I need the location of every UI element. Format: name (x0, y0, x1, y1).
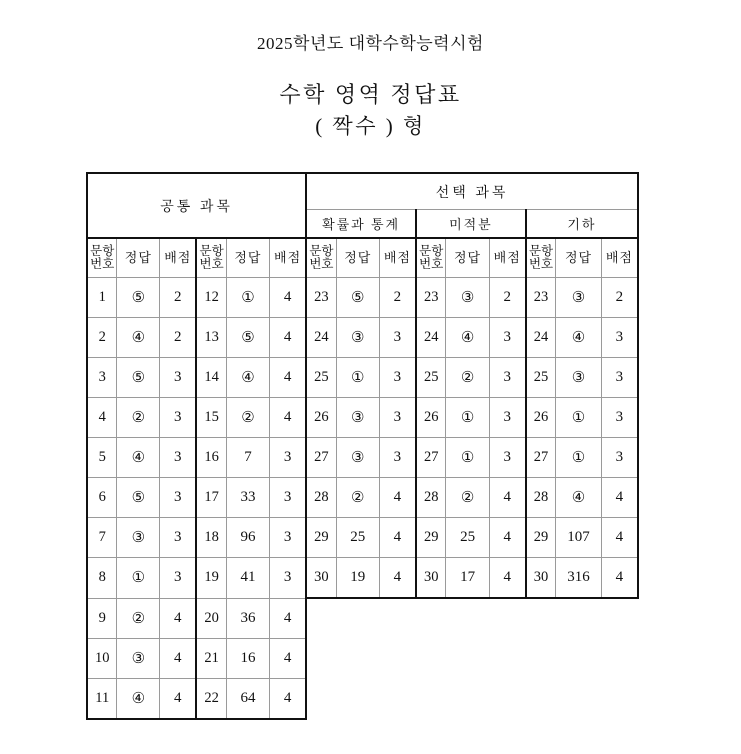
cell-question-number: 12 (196, 278, 226, 318)
empty-cell (556, 638, 601, 678)
cell-points: 3 (601, 438, 638, 478)
cell-answer: ④ (556, 318, 601, 358)
empty-cell (489, 598, 526, 638)
cell-answer: ④ (117, 318, 160, 358)
empty-cell (446, 598, 489, 638)
col-header-answer-0: 정답 (117, 238, 160, 278)
cell-answer: ② (336, 478, 379, 518)
cell-answer: ⑤ (117, 358, 160, 398)
empty-cell (489, 678, 526, 719)
group-header-common: 공통 과목 (87, 173, 306, 238)
cell-answer: 36 (226, 598, 269, 638)
empty-cell (306, 638, 336, 678)
cell-question-number: 17 (196, 478, 226, 518)
col-header-answer-4: 정답 (556, 238, 601, 278)
cell-answer: 19 (336, 558, 379, 599)
cell-answer: ⑤ (336, 278, 379, 318)
col-header-number-line2: 번호 (528, 257, 554, 271)
cell-points: 4 (489, 558, 526, 599)
cell-question-number: 28 (306, 478, 336, 518)
cell-points: 4 (601, 558, 638, 599)
cell-answer: ③ (336, 438, 379, 478)
cell-answer: 7 (226, 438, 269, 478)
cell-question-number: 10 (87, 638, 117, 678)
cell-points: 4 (270, 318, 307, 358)
empty-cell (526, 678, 556, 719)
cell-answer: ② (446, 358, 489, 398)
table-row (87, 478, 638, 518)
table-row (87, 678, 638, 719)
cell-answer: 64 (226, 678, 269, 719)
empty-cell (556, 598, 601, 638)
col-header-number-line2: 번호 (90, 257, 115, 271)
document-header (0, 0, 741, 139)
empty-cell (556, 678, 601, 719)
cell-answer: ① (226, 278, 269, 318)
col-header-number-2 (306, 238, 336, 278)
cell-question-number: 28 (526, 478, 556, 518)
cell-question-number: 26 (526, 398, 556, 438)
cell-question-number: 26 (416, 398, 446, 438)
cell-answer: ② (117, 398, 160, 438)
cell-question-number: 21 (196, 638, 226, 678)
subject-header-geometry: 기하 (526, 210, 638, 239)
table-row (87, 558, 638, 599)
empty-cell (306, 678, 336, 719)
cell-points: 3 (379, 438, 416, 478)
cell-answer: ③ (336, 318, 379, 358)
cell-question-number: 29 (416, 518, 446, 558)
cell-points: 4 (160, 598, 197, 638)
table-row (87, 438, 638, 478)
cell-question-number: 13 (196, 318, 226, 358)
cell-answer: 96 (226, 518, 269, 558)
cell-points: 4 (601, 478, 638, 518)
cell-answer: 41 (226, 558, 269, 599)
cell-answer: ④ (556, 478, 601, 518)
cell-points: 4 (379, 558, 416, 599)
table-row (87, 518, 638, 558)
cell-question-number: 18 (196, 518, 226, 558)
cell-points: 3 (270, 478, 307, 518)
cell-question-number: 25 (306, 358, 336, 398)
cell-points: 3 (160, 478, 197, 518)
cell-points: 4 (270, 358, 307, 398)
cell-points: 4 (379, 478, 416, 518)
cell-points: 4 (379, 518, 416, 558)
cell-answer: ⑤ (117, 478, 160, 518)
col-header-answer-1: 정답 (226, 238, 269, 278)
cell-answer: 25 (336, 518, 379, 558)
cell-points: 4 (270, 278, 307, 318)
cell-points: 4 (489, 518, 526, 558)
empty-cell (446, 678, 489, 719)
cell-points: 3 (270, 558, 307, 599)
cell-question-number: 8 (87, 558, 117, 599)
col-header-number-line2: 번호 (199, 257, 224, 271)
cell-question-number: 14 (196, 358, 226, 398)
cell-question-number: 27 (306, 438, 336, 478)
cell-question-number: 26 (306, 398, 336, 438)
empty-cell (416, 598, 446, 638)
cell-question-number: 19 (196, 558, 226, 599)
cell-points: 3 (160, 558, 197, 599)
cell-answer: 316 (556, 558, 601, 599)
empty-cell (379, 678, 416, 719)
cell-points: 3 (601, 398, 638, 438)
empty-cell (416, 638, 446, 678)
col-header-number-line2: 번호 (419, 257, 444, 271)
cell-points: 3 (489, 438, 526, 478)
cell-question-number: 3 (87, 358, 117, 398)
empty-cell (379, 638, 416, 678)
cell-answer: ① (117, 558, 160, 599)
cell-question-number: 16 (196, 438, 226, 478)
cell-question-number: 27 (416, 438, 446, 478)
subject-header-calculus: 미적분 (416, 210, 526, 239)
empty-cell (379, 598, 416, 638)
empty-cell (601, 638, 638, 678)
cell-answer: ② (226, 398, 269, 438)
subject-header-probability: 확률과 통계 (306, 210, 416, 239)
cell-points: 2 (379, 278, 416, 318)
empty-cell (306, 598, 336, 638)
cell-answer: ③ (336, 398, 379, 438)
cell-answer: ② (446, 478, 489, 518)
empty-cell (336, 638, 379, 678)
empty-cell (601, 598, 638, 638)
cell-answer: ① (446, 438, 489, 478)
cell-points: 4 (601, 518, 638, 558)
cell-points: 4 (270, 598, 307, 638)
cell-points: 3 (379, 358, 416, 398)
cell-points: 4 (270, 678, 307, 719)
cell-answer: 25 (446, 518, 489, 558)
page-title: 수학 영역 정답표 (279, 82, 462, 108)
cell-answer: ① (446, 398, 489, 438)
cell-points: 3 (489, 398, 526, 438)
cell-points: 3 (379, 318, 416, 358)
col-header-points-2: 배점 (379, 238, 416, 278)
cell-question-number: 9 (87, 598, 117, 638)
cell-answer: ③ (446, 278, 489, 318)
cell-question-number: 5 (87, 438, 117, 478)
cell-points: 3 (489, 358, 526, 398)
cell-question-number: 28 (416, 478, 446, 518)
col-header-number-1 (196, 238, 226, 278)
cell-question-number: 23 (416, 278, 446, 318)
cell-points: 2 (160, 318, 197, 358)
empty-cell (489, 638, 526, 678)
cell-points: 4 (160, 678, 197, 719)
cell-question-number: 2 (87, 318, 117, 358)
cell-points: 3 (489, 318, 526, 358)
cell-points: 4 (489, 478, 526, 518)
answer-key-table-container (86, 172, 639, 720)
cell-answer: ① (556, 438, 601, 478)
answer-key-table (86, 172, 639, 720)
cell-points: 3 (160, 518, 197, 558)
empty-cell (446, 638, 489, 678)
cell-answer: 17 (446, 558, 489, 599)
cell-answer: ⑤ (117, 278, 160, 318)
cell-answer: ③ (117, 518, 160, 558)
cell-points: 3 (601, 318, 638, 358)
table-row (87, 358, 638, 398)
cell-answer: ④ (446, 318, 489, 358)
empty-cell (526, 638, 556, 678)
cell-points: 3 (601, 358, 638, 398)
cell-question-number: 24 (526, 318, 556, 358)
cell-question-number: 30 (306, 558, 336, 599)
cell-question-number: 24 (416, 318, 446, 358)
cell-question-number: 11 (87, 678, 117, 719)
cell-points: 3 (270, 518, 307, 558)
col-header-points-0: 배점 (160, 238, 197, 278)
table-header-columns (87, 238, 638, 278)
col-header-answer-3: 정답 (446, 238, 489, 278)
cell-answer: ① (556, 398, 601, 438)
cell-question-number: 23 (306, 278, 336, 318)
cell-question-number: 20 (196, 598, 226, 638)
cell-answer: ② (117, 598, 160, 638)
cell-points: 4 (160, 638, 197, 678)
col-header-number-3 (416, 238, 446, 278)
empty-cell (416, 678, 446, 719)
table-row (87, 598, 638, 638)
exam-year-title: 2025학년도 대학수학능력시험 (257, 34, 484, 53)
col-header-number-line1: 문항 (309, 243, 334, 258)
empty-cell (336, 598, 379, 638)
form-type-label: ( 짝수 ) 형 (315, 113, 426, 138)
cell-question-number: 22 (196, 678, 226, 719)
empty-cell (526, 598, 556, 638)
cell-answer: ⑤ (226, 318, 269, 358)
col-header-answer-2: 정답 (336, 238, 379, 278)
cell-question-number: 23 (526, 278, 556, 318)
col-header-number-4 (526, 238, 556, 278)
table-header-groups (87, 173, 638, 210)
table-row (87, 318, 638, 358)
empty-cell (336, 678, 379, 719)
table-row (87, 278, 638, 318)
cell-points: 4 (270, 398, 307, 438)
col-header-number-line1: 문항 (90, 243, 115, 258)
cell-question-number: 15 (196, 398, 226, 438)
cell-answer: ④ (226, 358, 269, 398)
cell-points: 2 (489, 278, 526, 318)
col-header-points-3: 배점 (489, 238, 526, 278)
cell-question-number: 25 (416, 358, 446, 398)
cell-question-number: 7 (87, 518, 117, 558)
table-row (87, 638, 638, 678)
cell-answer: 33 (226, 478, 269, 518)
cell-answer: ④ (117, 678, 160, 719)
cell-question-number: 30 (526, 558, 556, 599)
cell-question-number: 4 (87, 398, 117, 438)
cell-answer: ③ (117, 638, 160, 678)
col-header-number-0 (87, 238, 117, 278)
cell-question-number: 29 (526, 518, 556, 558)
col-header-number-line1: 문항 (528, 243, 554, 258)
cell-question-number: 1 (87, 278, 117, 318)
cell-question-number: 25 (526, 358, 556, 398)
cell-question-number: 27 (526, 438, 556, 478)
col-header-number-line1: 문항 (199, 243, 224, 258)
cell-points: 2 (160, 278, 197, 318)
cell-question-number: 30 (416, 558, 446, 599)
cell-answer: ① (336, 358, 379, 398)
cell-question-number: 24 (306, 318, 336, 358)
cell-points: 3 (379, 398, 416, 438)
col-header-points-4: 배점 (601, 238, 638, 278)
col-header-number-line2: 번호 (309, 257, 334, 271)
cell-points: 3 (160, 398, 197, 438)
cell-points: 3 (160, 438, 197, 478)
cell-answer: ③ (556, 358, 601, 398)
cell-answer: ③ (556, 278, 601, 318)
cell-answer: ④ (117, 438, 160, 478)
cell-answer: 107 (556, 518, 601, 558)
cell-question-number: 6 (87, 478, 117, 518)
cell-points: 3 (270, 438, 307, 478)
cell-answer: 16 (226, 638, 269, 678)
col-header-number-line1: 문항 (419, 243, 444, 258)
cell-points: 2 (601, 278, 638, 318)
cell-points: 4 (270, 638, 307, 678)
empty-cell (601, 678, 638, 719)
table-row (87, 398, 638, 438)
cell-points: 3 (160, 358, 197, 398)
cell-question-number: 29 (306, 518, 336, 558)
group-header-elective: 선택 과목 (306, 173, 638, 210)
col-header-points-1: 배점 (270, 238, 307, 278)
